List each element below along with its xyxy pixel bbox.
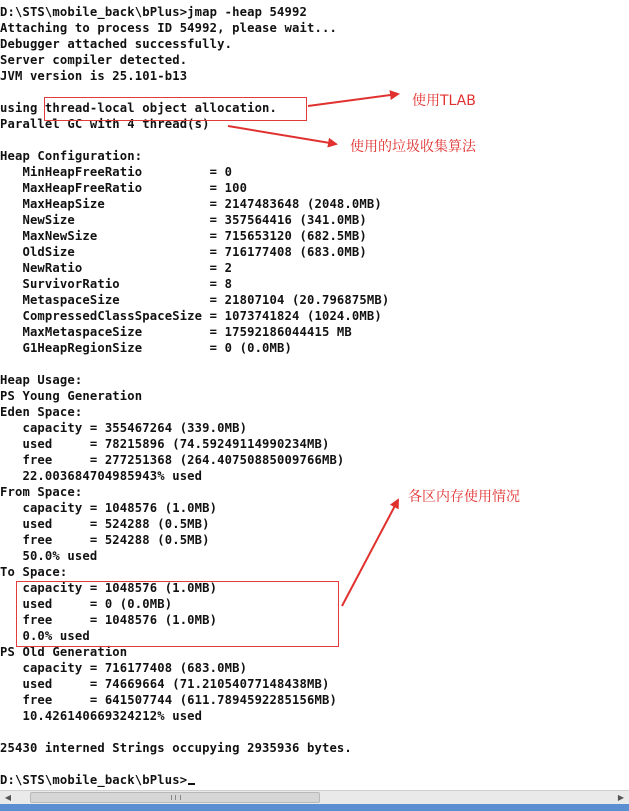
console-line: D:\STS\mobile_back\bPlus>jmap -heap 54992 — [0, 5, 307, 19]
window-bottom-strip — [0, 804, 629, 811]
console-line: MaxHeapSize = 2147483648 (2048.0MB) — [0, 197, 382, 211]
gc-algorithm-label: 使用的垃圾收集算法 — [350, 139, 476, 155]
console-line: 0.0% used — [0, 629, 90, 643]
scrollbar-thumb[interactable] — [30, 792, 320, 803]
console-line: capacity = 1048576 (1.0MB) — [0, 581, 218, 595]
console-line: SurvivorRatio = 8 — [0, 277, 233, 291]
console-line: used = 78215896 (74.59249114990234MB) — [0, 437, 330, 451]
console-line: To Space: — [0, 565, 68, 579]
console-line: Heap Configuration: — [0, 149, 143, 163]
console-line: 10.426140669324212% used — [0, 709, 203, 723]
console-line: 50.0% used — [0, 549, 98, 563]
scroll-right-button[interactable]: ▶ — [617, 793, 625, 802]
console-line: capacity = 1048576 (1.0MB) — [0, 501, 218, 515]
console-line: free = 641507744 (611.7894592285156MB) — [0, 693, 337, 707]
grip-icon — [171, 795, 181, 800]
console-line: 22.003684704985943% used — [0, 469, 203, 483]
tlab-arrow — [308, 94, 398, 106]
console-line: OldSize = 716177408 (683.0MB) — [0, 245, 367, 259]
console-line: free = 277251368 (264.40750885009766MB) — [0, 453, 345, 467]
console-line: NewRatio = 2 — [0, 261, 233, 275]
console-line: PS Young Generation — [0, 389, 143, 403]
console-line: From Space: — [0, 485, 83, 499]
console-line: Eden Space: — [0, 405, 83, 419]
console-line: used = 524288 (0.5MB) — [0, 517, 210, 531]
gc-arrow — [228, 126, 336, 144]
console-line: Debugger attached successfully. — [0, 37, 233, 51]
console-line: PS Old Generation — [0, 645, 128, 659]
console-line: CompressedClassSpaceSize = 1073741824 (1024.0MB) — [0, 309, 382, 323]
console-line: JVM version is 25.101-b13 — [0, 69, 188, 83]
tlab-label: 使用TLAB — [412, 93, 476, 109]
console-line: Parallel GC with 4 thread(s) — [0, 117, 210, 131]
console-line: free = 524288 (0.5MB) — [0, 533, 210, 547]
console-line: used = 74669664 (71.21054077148438MB) — [0, 677, 330, 691]
console-line: capacity = 355467264 (339.0MB) — [0, 421, 248, 435]
console-line: used = 0 (0.0MB) — [0, 597, 173, 611]
console-line: MaxNewSize = 715653120 (682.5MB) — [0, 229, 367, 243]
console-line: G1HeapRegionSize = 0 (0.0MB) — [0, 341, 293, 355]
console-line: Server compiler detected. — [0, 53, 188, 67]
console-line: capacity = 716177408 (683.0MB) — [0, 661, 248, 675]
console-line: MaxHeapFreeRatio = 100 — [0, 181, 248, 195]
console-line: MaxMetaspaceSize = 17592186044415 MB — [0, 325, 352, 339]
memory-usage-label: 各区内存使用情况 — [408, 489, 520, 505]
horizontal-scrollbar[interactable] — [0, 790, 629, 804]
console-line: Attaching to process ID 54992, please wait... — [0, 21, 337, 35]
memory-arrow — [342, 500, 398, 606]
scroll-left-button[interactable]: ◀ — [4, 793, 12, 802]
console-line: using thread-local object allocation. — [0, 101, 278, 115]
console-line: MetaspaceSize = 21807104 (20.796875MB) — [0, 293, 390, 307]
console-line: Heap Usage: — [0, 373, 83, 387]
console-line: D:\STS\mobile_back\bPlus> — [0, 772, 629, 788]
console-line: NewSize = 357564416 (341.0MB) — [0, 213, 367, 227]
console-line: 25430 interned Strings occupying 2935936 bytes. — [0, 741, 352, 755]
console-line: free = 1048576 (1.0MB) — [0, 613, 218, 627]
console-line: MinHeapFreeRatio = 0 — [0, 165, 233, 179]
